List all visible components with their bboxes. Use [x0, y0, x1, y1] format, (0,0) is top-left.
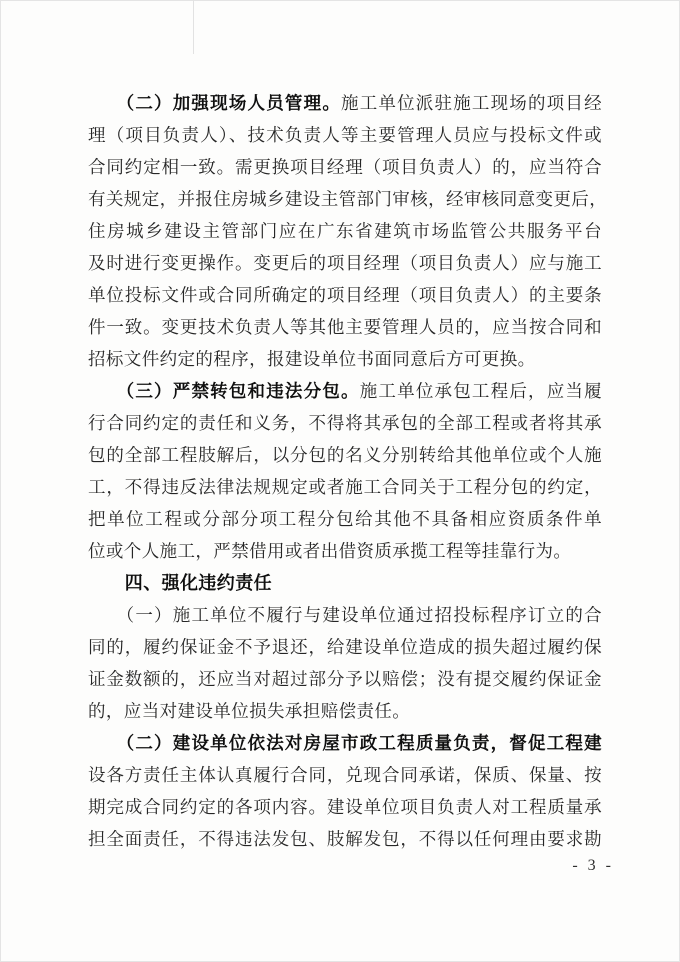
text-line: [88, 823, 602, 855]
text-segment: 担全面责任，不得违法发包、肢解发包，不得以任何理由要求勘: [88, 829, 602, 849]
text-line: [88, 343, 602, 375]
text-segment: 证金数额的，还应当对超过部分予以赔偿；没有提交履约保证金: [88, 669, 602, 689]
text-segment: 施工单位承包工程后，应当履: [359, 381, 603, 401]
text-line: [88, 695, 602, 727]
text-segment: 单位投标文件或合同所确定的项目经理（项目负责人）的主要条: [88, 285, 602, 305]
text-line: [88, 247, 602, 279]
text-line: [88, 503, 602, 535]
page-number: - 3 -: [572, 857, 614, 874]
text-line: [88, 407, 602, 439]
text-line: [88, 183, 608, 215]
text-segment: 把单位工程或分部分项工程分包给其他不具备相应资质条件单: [88, 509, 602, 529]
paragraph: [88, 375, 602, 567]
text-segment: 住房城乡建设主管部门应在广东省建筑市场监管公共服务平台: [88, 221, 602, 241]
text-segment: 理（项目负责人）、技术负责人等主要管理人员应与投标文件或: [88, 125, 602, 145]
text-line: [88, 311, 602, 343]
text-segment: 及时进行变更操作。变更后的项目经理（项目负责人）应与施工: [88, 253, 602, 273]
text-segment: 期完成合同约定的各项内容。建设单位项目负责人对工程质量承: [88, 797, 602, 817]
text-line: [88, 663, 602, 695]
text-line: [88, 87, 602, 119]
text-line: [88, 279, 602, 311]
text-segment: 施工单位派驻施工现场的项目经: [341, 93, 602, 113]
text-line: [88, 439, 602, 471]
text-line: [88, 375, 602, 407]
paragraph: [88, 727, 602, 855]
text-segment: 件一致。变更技术负责人等其他主要管理人员的，应当按合同和: [88, 317, 602, 337]
text-line: [88, 759, 602, 791]
text-segment: 行合同约定的责任和义务，不得将其承包的全部工程或者将其承: [88, 413, 602, 433]
text-line: [88, 471, 602, 503]
text-line: [88, 599, 602, 631]
text-segment: 包的全部工程肢解后，以分包的名义分别转给其他单位或个人施: [88, 445, 602, 465]
text-segment: 的，应当对建设单位损失承担赔偿责任。: [88, 701, 411, 721]
text-segment: 有关规定，并报住房城乡建设主管部门审核，经审核同意变更后，: [88, 189, 608, 209]
text-segment: 招标文件约定的程序，报建设单位书面同意后方可更换。: [88, 349, 536, 369]
text-segment: 合同约定相一致。需更换项目经理（项目负责人）的，应当符合: [88, 157, 602, 177]
text-line: [88, 535, 602, 567]
text-segment: 同的，履约保证金不予退还，给建设单位造成的损失超过履约保: [88, 637, 602, 657]
paragraph: [88, 87, 608, 375]
text-segment: （二）建设单位依法对房屋市政工程质量负责，督促工程建: [88, 733, 602, 753]
scan-artifact-line: [193, 0, 194, 54]
text-segment: 位或个人施工，严禁借用或者出借资质承揽工程等挂靠行为。: [88, 541, 572, 561]
text-block: [88, 87, 608, 855]
text-line: [88, 631, 602, 663]
text-segment: （二）加强现场人员管理。: [88, 93, 342, 113]
text-line: [88, 119, 602, 151]
text-segment: （一）施工单位不履行与建设单位通过招投标程序订立的合: [88, 605, 602, 625]
text-line: [88, 215, 602, 247]
text-line: [88, 567, 602, 599]
text-segment: 四、强化违约责任: [88, 573, 272, 593]
text-line: [88, 727, 602, 759]
paragraph: [88, 599, 602, 727]
text-segment: （三）严禁转包和违法分包。: [88, 381, 360, 401]
text-line: [88, 791, 602, 823]
text-line: [88, 151, 602, 183]
text-segment: 设各方责任主体认真履行合同，兑现合同承诺，保质、保量、按: [88, 765, 602, 785]
section-heading: [88, 567, 602, 599]
text-segment: 工，不得违反法律法规规定或者施工合同关于工程分包的约定，: [88, 477, 602, 497]
